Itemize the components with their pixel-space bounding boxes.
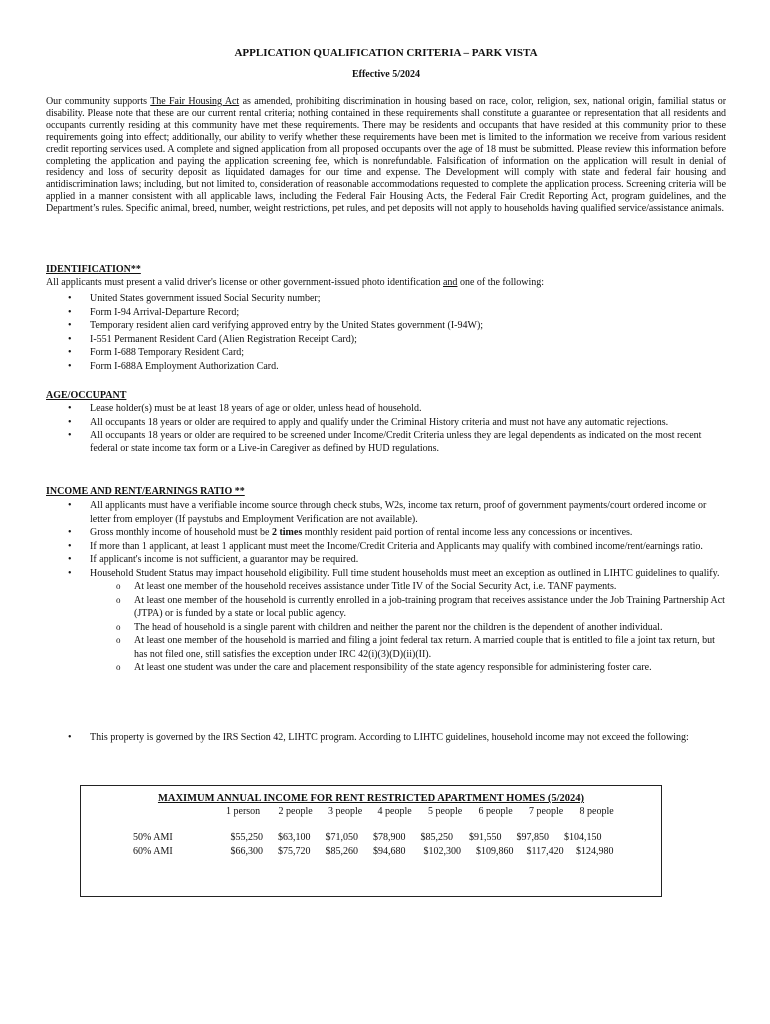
income-ratio-bold: 2 times [271, 527, 303, 538]
table-cell: $97,850 [516, 832, 549, 843]
identification-lead-and: and [442, 277, 458, 288]
table-cell: $66,300 [230, 846, 263, 857]
income-limits-box [80, 785, 662, 897]
list-item [46, 526, 726, 540]
identification-heading: IDENTIFICATION** [46, 264, 141, 275]
sub-list-item: o At least one member of the household is married and filing a joint federal tax return. A married couple that is entitled to file a joint tax return, but has not filed one, still satisfies the exception under IRC 42(i)(3)(D)(ii)(II). [90, 634, 726, 661]
table-cell: $75,720 [278, 846, 311, 857]
table-cell: $124,980 [576, 846, 614, 857]
list-item: • Form I-688 Temporary Resident Card; [46, 346, 726, 360]
column-header: 7 people [529, 806, 564, 817]
income-table-title: MAXIMUM ANNUAL INCOME FOR RENT RESTRICTED APARTMENT HOMES (5/2024) [157, 793, 585, 804]
list-item: • All occupants 18 years or older are required to apply and qualify under the Criminal History criteria and must not have any automatic rejections. [46, 417, 726, 430]
identification-list [46, 292, 726, 374]
column-header: 2 people [278, 806, 313, 817]
table-cell: $85,250 [420, 832, 453, 843]
table-cell: $109,860 [476, 846, 514, 857]
table-cell: $71,050 [325, 832, 358, 843]
column-header: 5 people [428, 806, 463, 817]
effective-date: Effective 5/2024 [351, 69, 421, 80]
intro-post: as amended, prohibiting discrimination in housing based on race, color, religion, sex, national origin, familial status or disability. Please note that these are our current rental criteria; nothing contained in these requirements shall constitute a guarantee or representation that all residents and occupants currently residing at this community have met these requirements. There may be residents and occupants that have resided at this community prior to these requirements going into effect; additionally, our ability to verify whether these requirements have been met is limited to the information we receive from various resident credit reporting services used. A complete and signed application from all proposed occupants over the age of 18 must be submitted. Please review this information before completing the application and paying the application screening fee, which is nonrefundable. Falsification of information on the application will result in denial of residency and loss of security deposit as liquidated damages for our time and expense. The Development will comply with state and federal fair housing and antidiscrimination laws; including, but not limited to, consideration of reasonable accommodations requested to complete the application process. Screening criteria will be applied in a manner consistent with all applicable laws, including the Federal Fair Housing Acts, the Federal Fair Credit Reporting Act, program guidelines, and the Department’s rules. Specific animal, breed, number, weight restrictions, pet rules, and pet deposits will not apply to households having qualified service/assistance animals. [46, 96, 726, 215]
student-status-text: Household Student Status may impact household eligibility. Full time student households must meet an exception as outlined in LIHTC guidelines to qualify. [90, 567, 720, 579]
row-label: 50% AMI [133, 832, 173, 843]
table-cell: $117,420 [526, 846, 564, 857]
age-occupant-list [46, 403, 726, 455]
table-cell: $104,150 [564, 832, 602, 843]
identification-lead [46, 277, 726, 289]
income-ratio-post: monthly resident paid portion of rental income less any concessions or incentives. [302, 527, 633, 538]
student-exception-list [90, 580, 726, 675]
list-item: • Temporary resident alien card verifying approved entry by the United States government (I-94W); [46, 319, 726, 333]
table-cell: $91,550 [469, 832, 502, 843]
column-header: 3 people [328, 806, 363, 817]
table-cell: $102,300 [423, 846, 461, 857]
table-row [133, 846, 614, 857]
list-item: • All occupants 18 years or older are required to be screened under Income/Credit Criteria unless they are legal dependents as indicated on the most recent federal or state income tax form or a Live-in Caregiver as defined by HUD regulations. [46, 430, 726, 455]
income-heading: INCOME AND RENT/EARNINGS RATIO ** [46, 486, 245, 497]
table-cell: $94,680 [373, 846, 406, 857]
table-row [133, 832, 602, 843]
list-item: • I-551 Permanent Resident Card (Alien Registration Receipt Card); [46, 333, 726, 347]
identification-lead-post: one of the following: [457, 277, 545, 288]
table-cell: $63,100 [278, 832, 311, 843]
column-header: 1 person [226, 806, 261, 817]
sub-list-item: o At least one member of the household receives assistance under Title IV of the Social Security Act, i.e. TANF payments. [90, 580, 726, 594]
column-header: 4 people [377, 806, 412, 817]
income-list [46, 499, 726, 675]
row-label: 60% AMI [133, 846, 173, 857]
list-item: • Form I-688A Employment Authorization Card. [46, 360, 726, 374]
intro-pre: Our community supports [46, 96, 151, 107]
age-occupant-heading: AGE/OCCUPANT [46, 390, 127, 401]
list-item: • Form I-94 Arrival-Departure Record; [46, 306, 726, 320]
table-cell: $55,250 [230, 832, 263, 843]
list-item: • If more than 1 applicant, at least 1 applicant must meet the Income/Credit Criteria and Applicants may qualify with combined income/rent/earnings ratio. [46, 540, 726, 554]
list-item: • United States government issued Social Security number; [46, 292, 726, 306]
identification-lead-pre: All applicants must present a valid driver's license or other government-issued photo identification [46, 277, 443, 288]
list-item: • If applicant's income is not sufficient, a guarantor may be required. [46, 553, 726, 567]
table-cell: $78,900 [373, 832, 406, 843]
table-cell: $85,260 [325, 846, 358, 857]
income-ratio-pre: Gross monthly income of household must be [90, 527, 272, 538]
list-item: • This property is governed by the IRS Section 42, LIHTC program. According to LIHTC guidelines, household income may not exceed the following: [46, 731, 726, 745]
list-item: • Lease holder(s) must be at least 18 years of age or older, unless head of household. [46, 403, 726, 416]
column-header: 6 people [478, 806, 513, 817]
sub-list-item: o The head of household is a single parent with children and neither the parent nor the children is the dependent of another individual. [90, 621, 726, 635]
lihtc-list [46, 731, 726, 745]
sub-list-item: o At least one student was under the care and placement responsibility of the state agency responsible for administering foster care. [90, 661, 726, 675]
list-item [46, 567, 726, 675]
sub-list-item: o At least one member of the household is currently enrolled in a job-training program that receives assistance under the Job Training Partnership Act (JTPA) or is funded by a state or local public agency. [90, 594, 726, 621]
list-item: • All applicants must have a verifiable income source through check stubs, W2s, income tax return, proof of government payments/court ordered income or letter from employer (If paystubs and Employment Verification are not available). [46, 499, 726, 526]
fair-housing-act-link: The Fair Housing Act [150, 96, 240, 107]
column-header: 8 people [579, 806, 614, 817]
document-title: APPLICATION QUALIFICATION CRITERIA – PARK VISTA [234, 47, 538, 59]
intro-paragraph [46, 96, 726, 215]
household-size-header-row [226, 806, 614, 817]
